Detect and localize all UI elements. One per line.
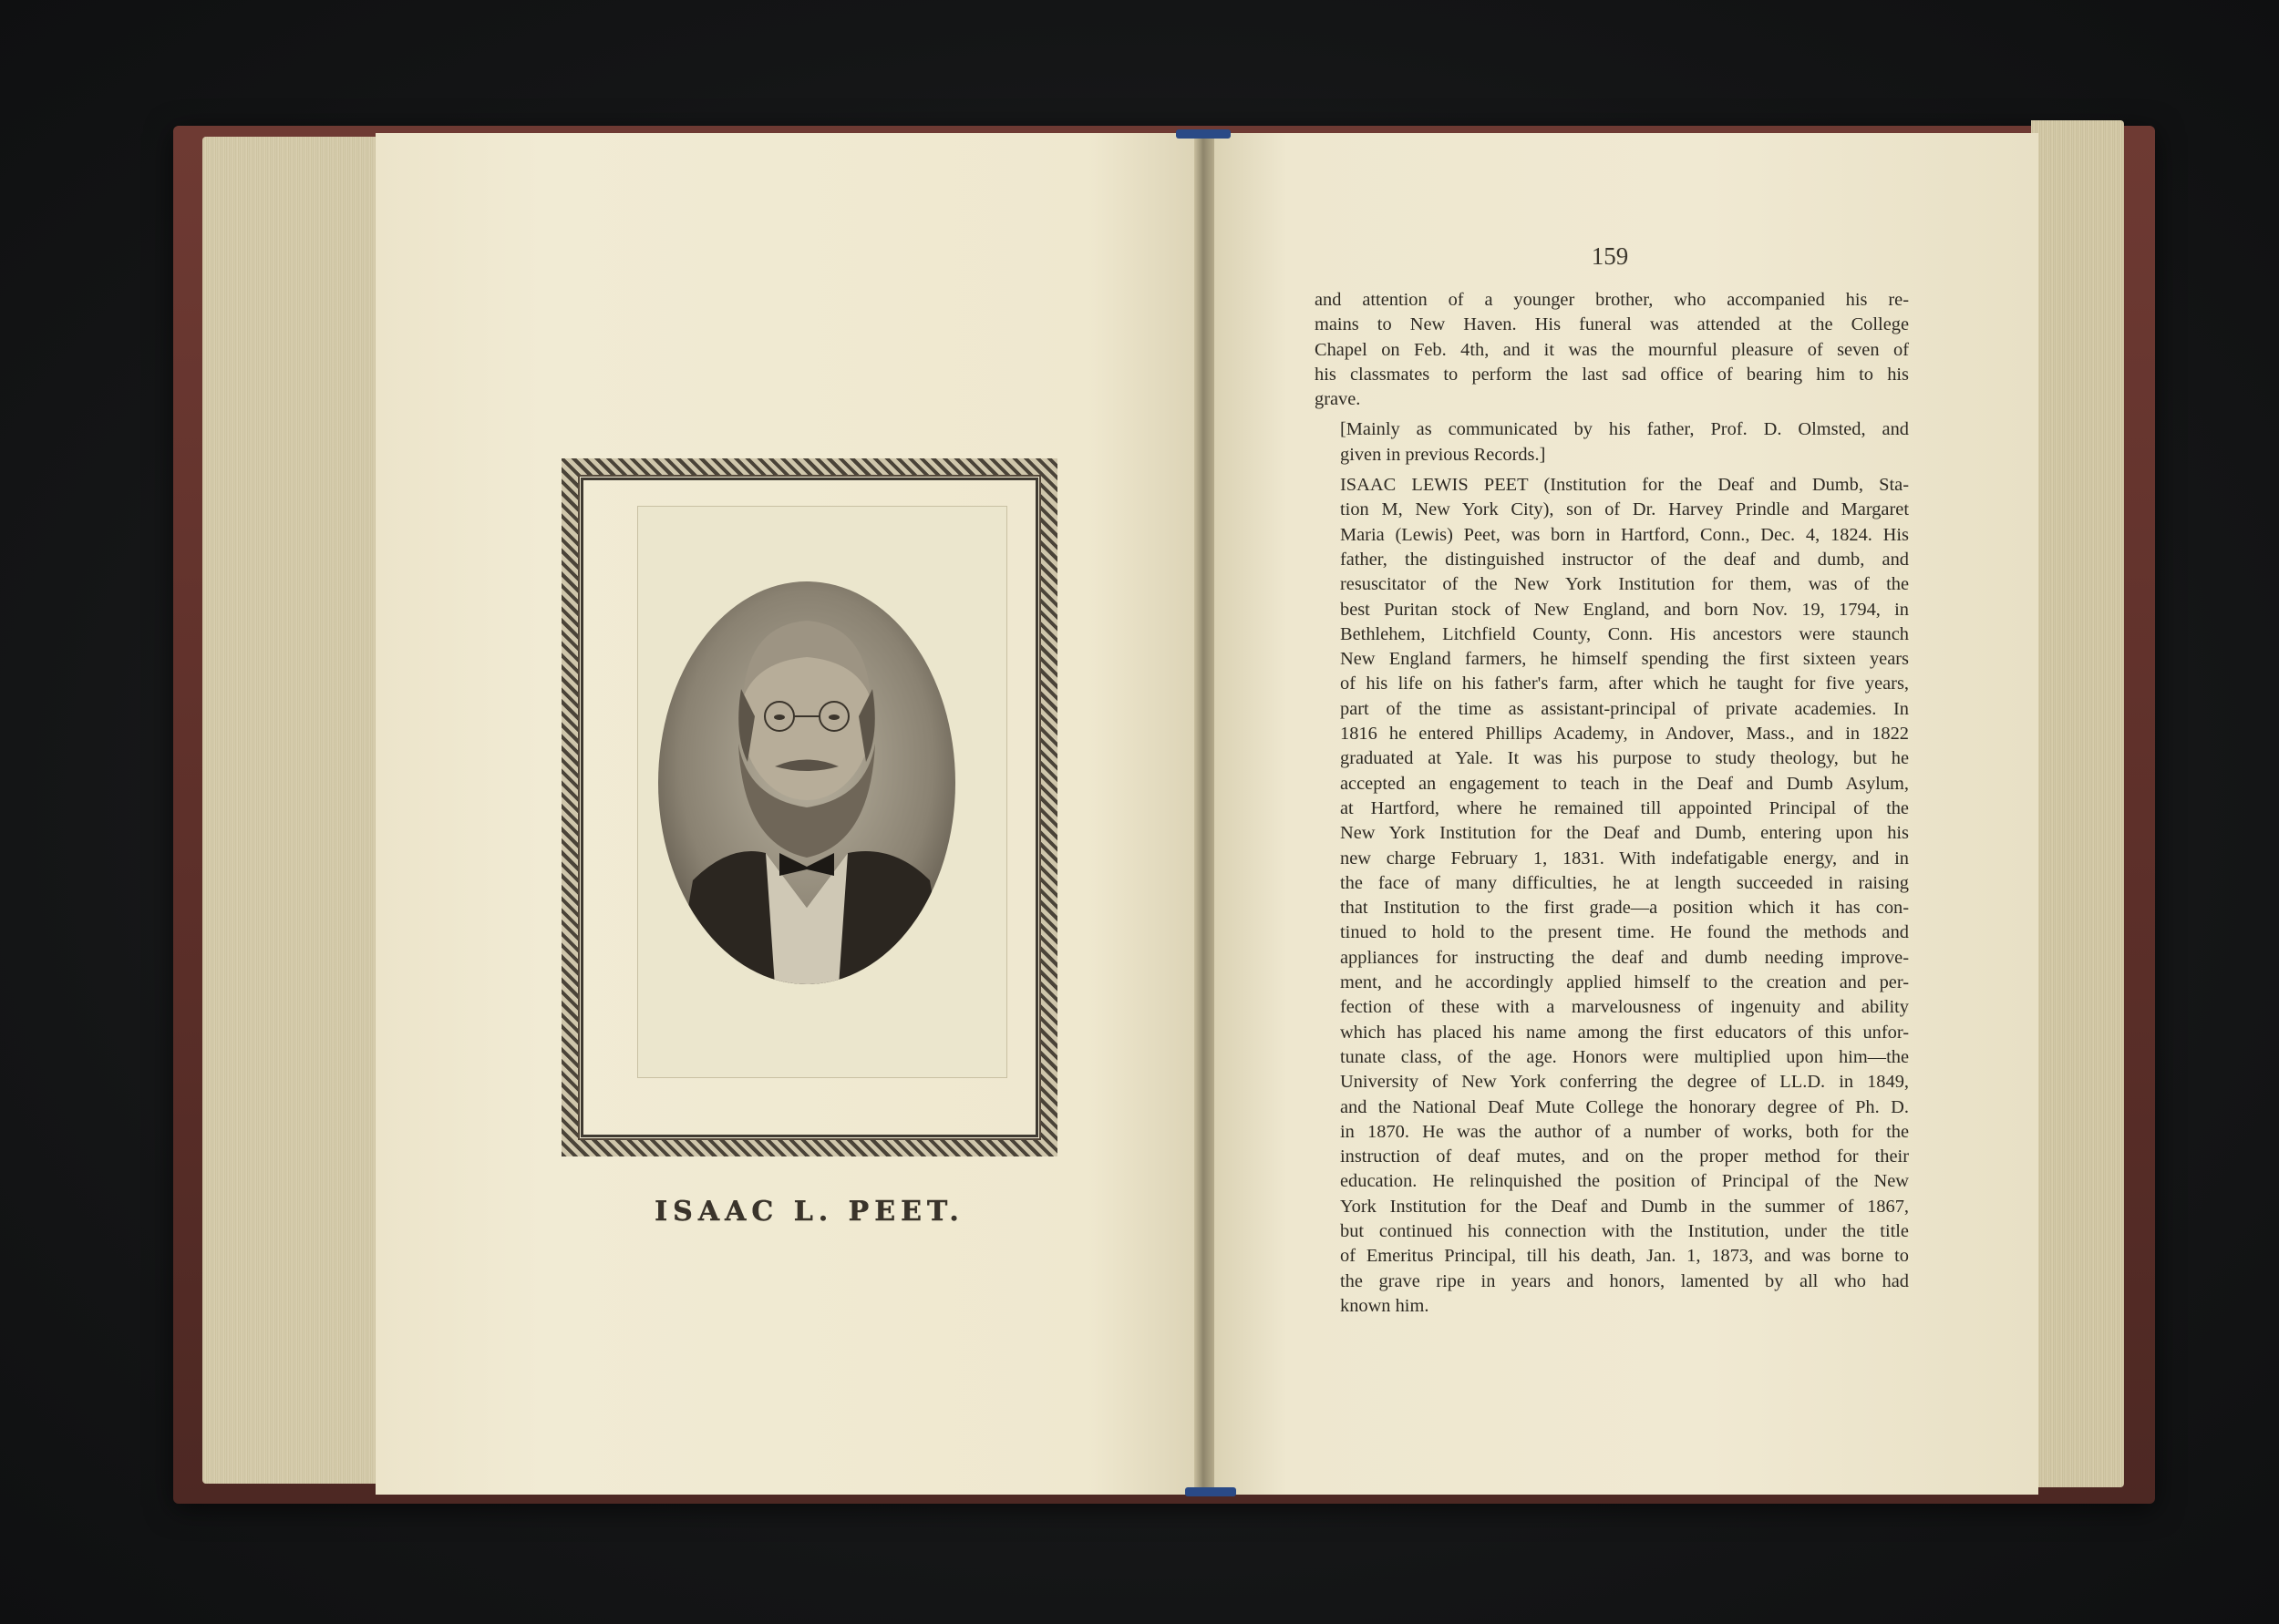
plate-caption: ISAAC L. PEET.: [655, 1196, 964, 1228]
text-line: and attention of a younger brother, who accompanied his re-: [1315, 290, 1909, 310]
text-line: New York Institution for the Deaf and Dumb, entering upon his: [1340, 823, 1909, 844]
text-line: new charge February 1, 1831. With indefatigable energy, and in: [1340, 848, 1909, 869]
text-line: mains to New Haven. His funeral was attended at the College: [1315, 314, 1909, 335]
text-line: of his life on his father's farm, after which he taught for five years,: [1340, 673, 1909, 694]
text-line: graduated at Yale. It was his purpose to study theology, but he: [1340, 748, 1909, 769]
text-line: ment, and he accordingly applied himself to the creation and per-: [1340, 972, 1909, 993]
paragraph: [1315, 288, 1909, 412]
text-line: accepted an engagement to teach in the Deaf and Dumb Asylum,: [1340, 773, 1909, 794]
text-line: education. He relinquished the position of Principal of the New: [1340, 1171, 1909, 1192]
text-line: at Hartford, where he remained till appointed Principal of the: [1340, 797, 1909, 818]
text-line: Maria (Lewis) Peet, was born in Hartford, Conn., Dec. 4, 1824. His: [1340, 524, 1909, 545]
page-number: 159: [1591, 242, 1629, 270]
text-line: University of New York conferring the degree of LL.D. in 1849,: [1340, 1072, 1909, 1093]
text-line: that Institution to the first grade—a position which it has con-: [1340, 898, 1909, 919]
text-line: New England farmers, he himself spending the first sixteen years: [1340, 649, 1909, 670]
text-line: the face of many difficulties, he at length succeeded in raising: [1340, 872, 1909, 893]
text-line: which has placed his name among the first educators of this unfor-: [1340, 1022, 1909, 1043]
body-text: [1315, 288, 1909, 1319]
book-gutter: [1194, 133, 1214, 1495]
text-line: of Emeritus Principal, till his death, Jan. 1, 1873, and was borne to: [1340, 1246, 1909, 1267]
text-line: the grave ripe in years and honors, lamented by all who had: [1340, 1270, 1909, 1291]
text-line: instruction of deaf mutes, and on the proper method for their: [1340, 1146, 1909, 1167]
tailband: [1185, 1487, 1236, 1496]
text-line: in 1870. He was the author of a number of works, both for the: [1340, 1121, 1909, 1142]
text-line: tion M, New York City), son of Dr. Harvey Prindle and Margaret: [1340, 499, 1909, 520]
left-page-edges: [202, 137, 383, 1484]
text-line: Bethlehem, Litchfield County, Conn. His ancestors were staunch: [1340, 623, 1909, 644]
text-line: given in previous Records.]: [1340, 444, 1546, 465]
portrait-photograph: [656, 580, 957, 986]
text-line: York Institution for the Deaf and Dumb in the summer of 1867,: [1340, 1196, 1909, 1217]
text-line: resuscitator of the New York Institution for them, was of the: [1340, 574, 1909, 595]
text-line: father, the distinguished instructor of the deaf and dumb, and: [1340, 549, 1909, 570]
headband: [1176, 129, 1231, 139]
text-line: ISAAC LEWIS PEET (Institution for the Deaf and Dumb, Sta-: [1340, 475, 1909, 496]
text-line: tunate class, of the age. Honors were multiplied upon him—the: [1340, 1046, 1909, 1067]
text-line: 1816 he entered Phillips Academy, in Andover, Mass., and in 1822: [1340, 724, 1909, 745]
text-line: fection of these with a marvelousness of ingenuity and ability: [1340, 997, 1909, 1018]
paragraph: [1315, 417, 1909, 468]
text-line: tinued to hold to the present time. He found the methods and: [1340, 922, 1909, 943]
text-line: best Puritan stock of New England, and born Nov. 19, 1794, in: [1340, 599, 1909, 620]
text-line: grave.: [1315, 389, 1361, 410]
text-line: and the National Deaf Mute College the honorary degree of Ph. D.: [1340, 1096, 1909, 1117]
text-line: his classmates to perform the last sad office of bearing him to his: [1315, 364, 1909, 385]
text-line: appliances for instructing the deaf and dumb needing improve-: [1340, 947, 1909, 968]
right-page-edges: [2031, 120, 2124, 1487]
text-line: known him.: [1340, 1295, 1429, 1316]
text-line: part of the time as assistant-principal of private academies. In: [1340, 698, 1909, 719]
photograph-card: [638, 507, 1006, 1077]
text-line: [Mainly as communicated by his father, Prof. D. Olmsted, and: [1340, 419, 1909, 440]
text-line: but continued his connection with the Institution, under the title: [1340, 1220, 1909, 1241]
paragraph: [1315, 473, 1909, 1319]
text-line: Chapel on Feb. 4th, and it was the mournful pleasure of seven of: [1315, 339, 1909, 360]
